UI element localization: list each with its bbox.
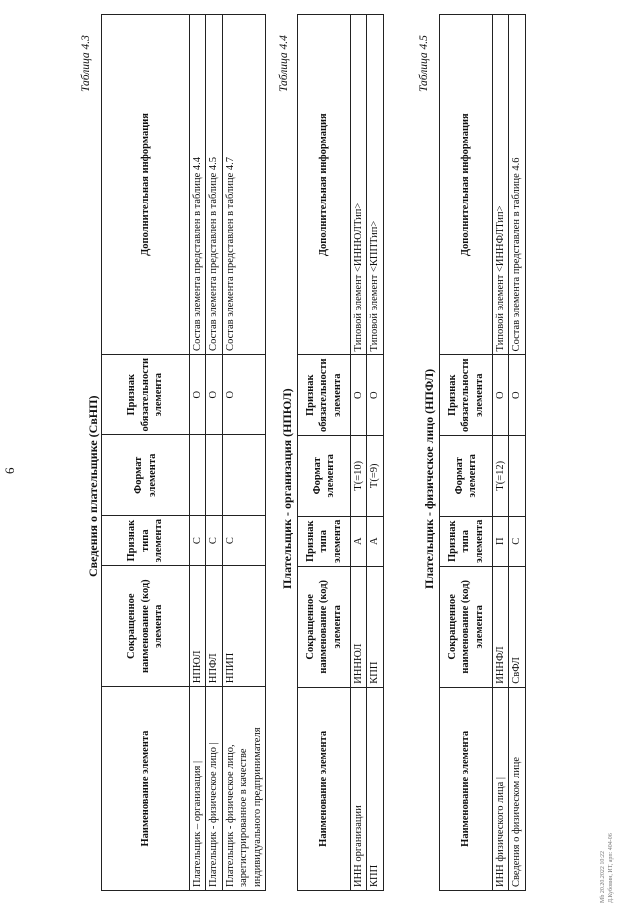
cell-type: С — [190, 516, 206, 566]
cell-format: T(=10) — [351, 435, 367, 516]
cell-type: А — [367, 516, 383, 566]
cell-required: О — [222, 354, 265, 435]
header-info: Дополнительная информация — [102, 15, 190, 355]
header-format: Формат элемента — [298, 435, 351, 516]
cell-type: С — [509, 516, 525, 566]
cell-format — [509, 435, 525, 516]
header-info: Дополнительная информация — [440, 15, 493, 355]
cell-name: Сведения о физическом лице — [509, 687, 525, 890]
header-type: Признак типа элемента — [102, 516, 190, 566]
cell-code: НПИП — [222, 566, 265, 687]
cell-name: Плательщик – организация | — [190, 687, 206, 891]
cell-required: О — [351, 355, 367, 436]
table-4-5-label: Таблица 4.5 — [418, 35, 430, 92]
header-format: Формат элемента — [102, 435, 190, 516]
table-4-4 — [297, 14, 384, 891]
table-row — [493, 15, 509, 891]
cell-type: А — [351, 516, 367, 566]
header-short-name: Сокращенное наименование (код) элемента — [440, 566, 493, 687]
table-row — [222, 15, 265, 891]
header-format: Формат элемента — [440, 435, 493, 516]
header-type: Признак типа элемента — [298, 516, 351, 566]
cell-required: О — [493, 355, 509, 436]
header-short-name: Сокращенное наименование (код) элемента — [298, 566, 351, 687]
cell-code: СвФЛ — [509, 566, 525, 687]
table-4-3-title: Сведения о плательщике (СвНП) — [86, 395, 100, 577]
table-4-3 — [101, 14, 266, 891]
table-row — [367, 15, 383, 891]
header-name: Наименование элемента — [298, 687, 351, 890]
header-info: Дополнительная информация — [298, 15, 351, 355]
cell-info: Состав элемента представлен в таблице 4.5 — [206, 15, 222, 355]
cell-format — [222, 435, 265, 516]
cell-info: Состав элемента представлен в таблице 4.6 — [509, 15, 525, 355]
header-short-name: Сокращенное наименование (код) элемента — [102, 566, 190, 687]
cell-required: О — [206, 354, 222, 435]
cell-format: T(=9) — [367, 435, 383, 516]
cell-type: С — [206, 516, 222, 566]
cell-format — [206, 435, 222, 516]
stamp-line: Д.Кубовин, ИТ, арп: 404-06 — [607, 833, 614, 903]
header-required: Признак обязательности элемента — [440, 355, 493, 436]
header-required: Признак обязательности элемента — [102, 354, 190, 435]
cell-type: П — [493, 516, 509, 566]
cell-name: ИНН организации — [351, 687, 367, 890]
table-4-4-label: Таблица 4.4 — [278, 35, 290, 92]
stamp-line: Mb 20.20.2022 10:22 — [600, 850, 606, 903]
header-name: Наименование элемента — [102, 687, 190, 891]
cell-info: Состав элемента представлен в таблице 4.4 — [190, 15, 206, 355]
cell-required: О — [367, 355, 383, 436]
table-row — [351, 15, 367, 891]
header-type: Признак типа элемента — [440, 516, 493, 566]
cell-type: С — [222, 516, 265, 566]
cell-name: ИНН физического лица | — [493, 687, 509, 890]
cell-info: Типовой элемент <ИННФЛТип> — [493, 15, 509, 355]
header-name: Наименование элемента — [440, 687, 493, 890]
cell-required: О — [190, 354, 206, 435]
cell-code: ИННЮЛ — [351, 566, 367, 687]
table-row — [206, 15, 222, 891]
table-4-3-label: Таблица 4.3 — [80, 35, 92, 92]
page-number: 6 — [2, 467, 17, 474]
table-4-4-title: Плательщик - организация (НПЮЛ) — [280, 388, 294, 589]
table-4-5-title: Плательщик - физическое лицо (НПФЛ) — [422, 368, 436, 589]
table-4-5 — [439, 14, 526, 891]
signature-stamp — [600, 833, 616, 903]
cell-info: Типовой элемент <ИННЮЛТип> — [351, 15, 367, 355]
cell-name: КПП — [367, 687, 383, 890]
cell-code: НПФЛ — [206, 566, 222, 687]
cell-format: T(=12) — [493, 435, 509, 516]
table-row — [190, 15, 206, 891]
cell-info: Типовой элемент <КППТип> — [367, 15, 383, 355]
cell-name: Плательщик - физическое лицо, зарегистрированное в качестве индивидуального предпринимателя — [222, 687, 265, 891]
table-row — [509, 15, 525, 891]
cell-code: НПЮЛ — [190, 566, 206, 687]
cell-format — [190, 435, 206, 516]
cell-code: ИННФЛ — [493, 566, 509, 687]
header-required: Признак обязательности элемента — [298, 355, 351, 436]
cell-name: Плательщик - физическое лицо | — [206, 687, 222, 891]
cell-required: О — [509, 355, 525, 436]
cell-code: КПП — [367, 566, 383, 687]
cell-info: Состав элемента представлен в таблице 4.7 — [222, 15, 265, 355]
